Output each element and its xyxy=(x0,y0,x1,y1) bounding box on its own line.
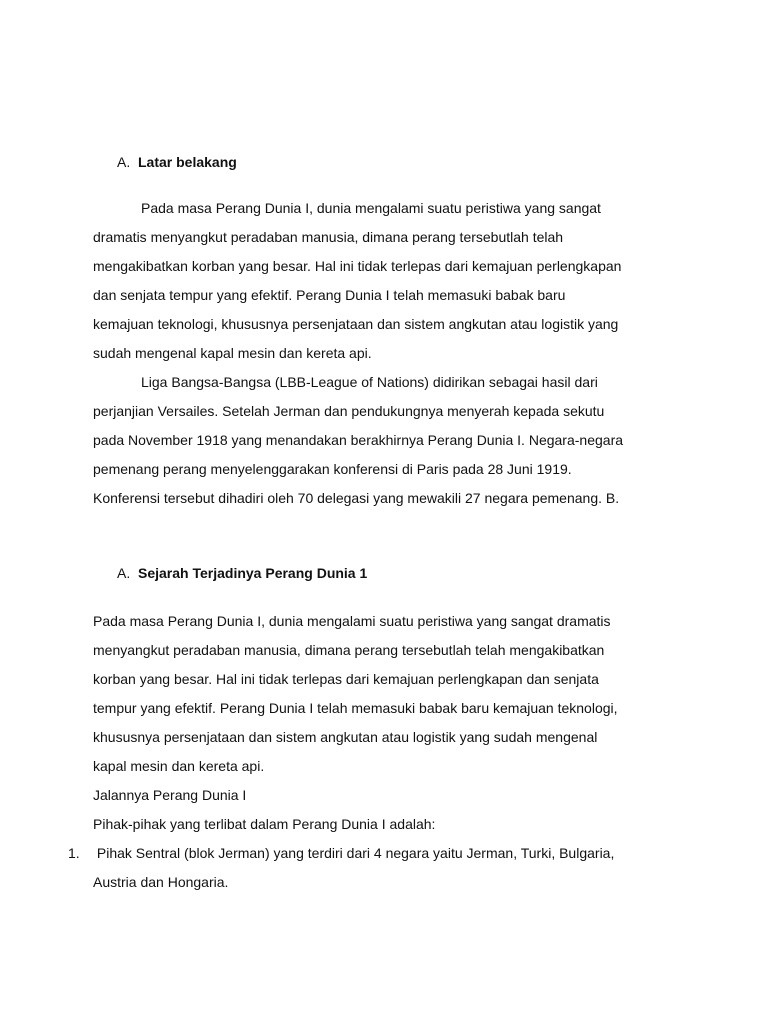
heading-marker: A. xyxy=(117,154,131,170)
paragraph-line: korban yang besar. Hal ini tidak terlepas dari kemajuan perlengkapan dan senjata xyxy=(93,671,599,687)
heading-title: Latar belakang xyxy=(138,154,237,170)
section-heading-latar-belakang xyxy=(117,152,237,172)
paragraph-line: perjanjian Versailes. Setelah Jerman dan pendukungnya menyerah kepada sekutu xyxy=(93,403,605,419)
list-item-line: Pihak Sentral (blok Jerman) yang terdiri dari 4 negara yaitu Jerman, Turki, Bulgaria, xyxy=(93,845,615,861)
heading-title: Sejarah Terjadinya Perang Dunia 1 xyxy=(138,565,368,581)
paragraph-line: Konferensi tersebut dihadiri oleh 70 delegasi yang mewakili 27 negara pemenang. B. xyxy=(93,490,620,506)
paragraph-line: kemajuan teknologi, khususnya persenjataan dan sistem angkutan atau logistik yang xyxy=(93,316,619,332)
paragraph-line: kapal mesin dan kereta api. xyxy=(93,758,265,774)
paragraph-line: Pada masa Perang Dunia I, dunia mengalami suatu peristiwa yang sangat dramatis xyxy=(93,613,611,629)
paragraph-line: mengakibatkan korban yang besar. Hal ini tidak terlepas dari kemajuan perlengkapan xyxy=(93,258,622,274)
paragraph-line: Pihak-pihak yang terlibat dalam Perang Dunia I adalah: xyxy=(93,816,436,832)
paragraph-line: Jalannya Perang Dunia I xyxy=(93,787,247,803)
paragraph-line: pemenang perang menyelenggarakan konferensi di Paris pada 28 Juni 1919. xyxy=(93,461,572,477)
paragraph-line: tempur yang efektif. Perang Dunia I telah memasuki babak baru kemajuan teknologi, xyxy=(93,700,618,716)
paragraph-line: dramatis menyangkut peradaban manusia, dimana perang tersebutlah telah xyxy=(93,229,564,245)
list-item-number: 1. xyxy=(68,845,80,861)
paragraph-line: Pada masa Perang Dunia I, dunia mengalami suatu peristiwa yang sangat xyxy=(141,200,601,216)
section-heading-sejarah xyxy=(117,563,367,583)
heading-marker: A. xyxy=(117,565,131,581)
paragraph-line: Liga Bangsa-Bangsa (LBB-League of Nations) didirikan sebagai hasil dari xyxy=(141,374,598,390)
paragraph-line: menyangkut peradaban manusia, dimana perang tersebutlah telah mengakibatkan xyxy=(93,642,605,658)
paragraph-line: sudah mengenal kapal mesin dan kereta api. xyxy=(93,345,372,361)
paragraph-line: dan senjata tempur yang efektif. Perang Dunia I telah memasuki babak baru xyxy=(93,287,566,303)
paragraph-line: pada November 1918 yang menandakan berakhirnya Perang Dunia I. Negara-negara xyxy=(93,432,624,448)
list-item-line: Austria dan Hongaria. xyxy=(93,874,229,890)
paragraph-line: khususnya persenjataan dan sistem angkutan atau logistik yang sudah mengenal xyxy=(93,729,598,745)
